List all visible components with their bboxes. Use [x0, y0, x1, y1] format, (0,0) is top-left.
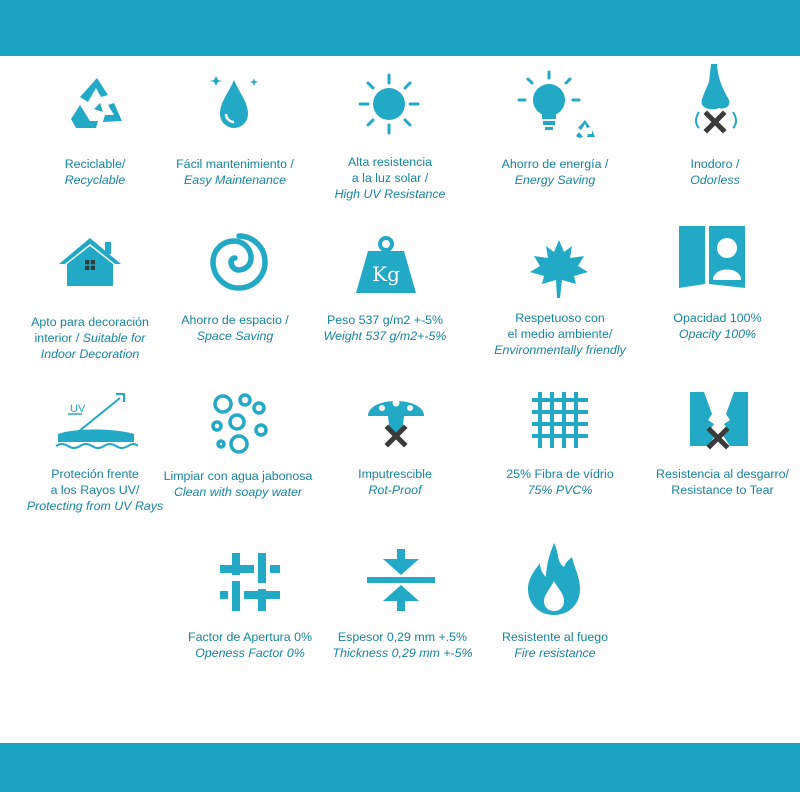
feature-label-es: Espesor 0,29 mm +.5% — [337, 630, 468, 644]
opacity-icon — [677, 224, 747, 290]
feature-label-es: Reciclable/ — [64, 157, 126, 171]
mini-recycle-icon — [576, 120, 595, 138]
feature-odorless — [655, 62, 775, 202]
feature-label-es: Apto para decoración — [31, 315, 149, 329]
recycle-icon — [70, 75, 124, 133]
feature-label-es-2: a la luz solar / — [351, 171, 429, 185]
feature-label-es: Fácil mantenimiento / — [176, 157, 294, 171]
thickness-icon — [365, 547, 437, 615]
cross-icon — [707, 114, 723, 130]
feature-label-en: Easy Maintenance — [184, 173, 286, 187]
feature-label-es: 25% Fibra de vídrio — [506, 467, 614, 481]
feature-label-en: Protecting from UV Rays — [26, 499, 164, 513]
fire-icon — [524, 541, 584, 617]
feature-label-es: Proteción frente — [51, 467, 139, 481]
uv-protection-icon — [54, 392, 138, 452]
sun-icon — [357, 73, 421, 135]
feature-environment — [480, 230, 640, 370]
feature-fiberglass — [480, 388, 640, 518]
feature-label-es: Resistente al fuego — [501, 630, 609, 644]
feature-label-en: Space Saving — [196, 329, 274, 343]
weight-icon — [354, 235, 418, 295]
feature-opacity — [655, 220, 780, 350]
feature-indoor-decoration — [15, 230, 165, 370]
feature-label-es-2: a los Rayos UV/ — [50, 483, 140, 497]
feature-label-en: Clean with soapy water — [173, 485, 303, 499]
feature-label-es: Peso 537 g/m2 +-5% — [326, 313, 444, 327]
feature-label-en: Openess Factor 0% — [195, 646, 305, 660]
feature-label-es: Alta resistencia — [347, 155, 433, 169]
feature-label-en: Fire resistance — [514, 646, 596, 660]
feature-label-es-2: el medio ambiente/ — [507, 327, 613, 341]
feature-label-es: Ahorro de energía / — [501, 157, 609, 171]
house-icon — [57, 236, 123, 288]
leaf-icon — [528, 238, 590, 300]
feature-openness-factor — [175, 545, 325, 675]
feature-label-es: Inodoro / — [690, 157, 740, 171]
feature-label-en: Environmentally friendly — [494, 343, 626, 357]
feature-label-es: Opacidad 100% — [673, 311, 762, 325]
feature-thickness — [325, 545, 480, 675]
light-bulb-icon — [515, 70, 599, 140]
feature-recyclable — [40, 70, 150, 200]
grid-icon — [530, 390, 590, 450]
feature-label-en: High UV Resistance — [334, 187, 446, 201]
feature-label-es: Imputrescible — [358, 467, 432, 481]
feature-uv-protection — [20, 390, 170, 520]
feature-label-en: Odorless — [690, 173, 740, 187]
bubbles-icon — [209, 392, 271, 454]
water-drop-icon — [210, 72, 262, 132]
tear-icon — [688, 390, 750, 450]
feature-label-es-2 — [15, 330, 165, 346]
feature-label-en: Energy Saving — [514, 173, 596, 187]
nose-icon — [691, 62, 741, 140]
feature-label-en: Weight 537 g/m2+-5% — [323, 329, 447, 343]
feature-label-es-2: Resistance to Tear — [671, 483, 774, 497]
uv-text: UV — [70, 403, 86, 415]
feature-label-en-inline: Suitable for — [82, 331, 146, 345]
feature-label-es: Limpiar con agua jabonosa — [163, 469, 313, 483]
feature-label-en: Opacity 100% — [678, 327, 757, 341]
top-band — [0, 0, 800, 56]
feature-energy-saving — [480, 70, 630, 200]
feature-tear-resistance — [650, 388, 795, 518]
mushroom-icon — [366, 390, 426, 452]
bottom-band — [0, 743, 800, 792]
feature-cleaning — [163, 390, 313, 520]
feature-label-en: Indoor Decoration — [40, 347, 140, 361]
feature-label-es: Ahorro de espacio / — [181, 313, 289, 327]
feature-label-en: 75% PVC% — [527, 483, 593, 497]
spiral-icon — [209, 232, 269, 292]
weight-unit-text: Kg — [372, 262, 400, 286]
feature-rot-proof — [330, 388, 460, 518]
feature-fire-resistance — [480, 545, 630, 675]
feature-uv-resistance — [320, 70, 460, 210]
feature-label-en: Recyclable — [64, 173, 126, 187]
feature-label-es: Respetuoso con — [515, 311, 605, 325]
feature-label-es-part: interior / — [34, 331, 83, 345]
feature-easy-maintenance — [165, 70, 305, 200]
feature-label-es: Factor de Apertura 0% — [188, 630, 312, 644]
feature-weight — [310, 230, 460, 360]
feature-label-es: Resistencia al desgarro/ — [656, 467, 789, 481]
weave-icon — [218, 551, 282, 613]
feature-label-en: Rot-Proof — [368, 483, 422, 497]
feature-space-saving — [165, 230, 305, 360]
feature-label-en: Thickness 0,29 mm +-5% — [332, 646, 473, 660]
